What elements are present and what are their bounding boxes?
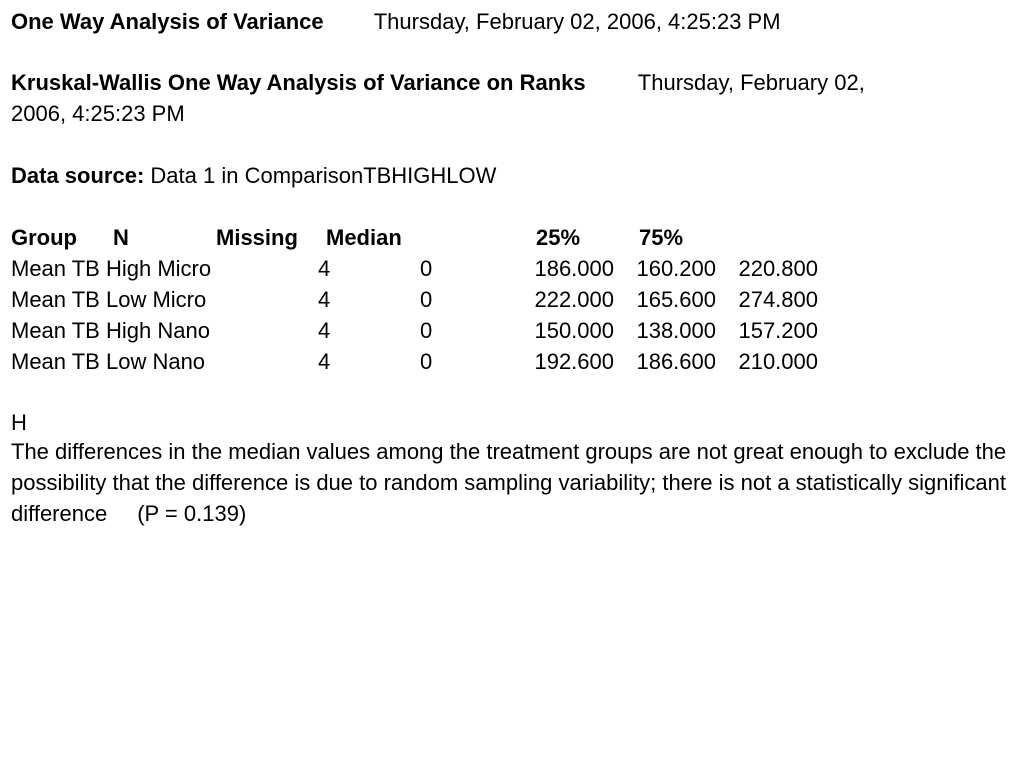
table-row-25pct: 138.000 [636, 318, 716, 343]
test-title: Kruskal-Wallis One Way Analysis of Variance on Ranks [11, 70, 586, 95]
table-row-missing: 0 [420, 256, 433, 281]
test-timestamp-part1: Thursday, February 02, [637, 70, 865, 95]
p-value: (P = 0.139) [137, 501, 247, 526]
table-row-n: 4 [318, 349, 331, 374]
report-title: One Way Analysis of Variance [11, 9, 324, 34]
table-row-n: 4 [318, 318, 331, 343]
h-statistic-label: H [11, 410, 27, 435]
col-header-n: N [113, 225, 129, 250]
table-row-median: 222.000 [534, 287, 614, 312]
table-row-25pct: 186.600 [636, 349, 716, 374]
table-row-group: Mean TB Low Nano [11, 349, 206, 374]
table-row-group: Mean TB High Micro [11, 256, 212, 281]
table-row-25pct: 165.600 [636, 287, 716, 312]
table-row-75pct: 157.200 [738, 318, 818, 343]
table-row-25pct: 160.200 [636, 256, 716, 281]
test-timestamp-part2: 2006, 4:25:23 PM [11, 101, 185, 126]
report-timestamp: Thursday, February 02, 2006, 4:25:23 PM [373, 9, 781, 34]
table-row-75pct: 220.800 [738, 256, 818, 281]
table-row-n: 4 [318, 256, 331, 281]
table-row-median: 150.000 [534, 318, 614, 343]
data-source-value: Data 1 in ComparisonTBHIGHLOW [150, 163, 497, 188]
table-row-missing: 0 [420, 349, 433, 374]
col-header-75pct: 75% [639, 225, 684, 250]
table-row-median: 186.000 [534, 256, 614, 281]
test-header [11, 70, 865, 96]
table-row-group: Mean TB High Nano [11, 318, 210, 343]
conclusion-text [11, 436, 1011, 529]
col-header-missing: Missing [216, 225, 298, 250]
col-header-group: Group [11, 225, 77, 250]
table-row-median: 192.600 [534, 349, 614, 374]
table-row-missing: 0 [420, 287, 433, 312]
table-row-missing: 0 [420, 318, 433, 343]
data-source-label: Data source: [11, 163, 145, 188]
conclusion-statement: The differences in the median values among the treatment groups are not great enough to exclude the possibility that the difference is due to random sampling variability; there is not a statistically significant difference [11, 439, 1007, 526]
table-row-75pct: 274.800 [738, 287, 818, 312]
table-row-75pct: 210.000 [738, 349, 818, 374]
table-row-n: 4 [318, 287, 331, 312]
table-row-group: Mean TB Low Micro [11, 287, 207, 312]
col-header-25pct: 25% [536, 225, 581, 250]
report-header [11, 9, 781, 35]
col-header-median: Median [326, 225, 402, 250]
data-source [11, 163, 496, 189]
